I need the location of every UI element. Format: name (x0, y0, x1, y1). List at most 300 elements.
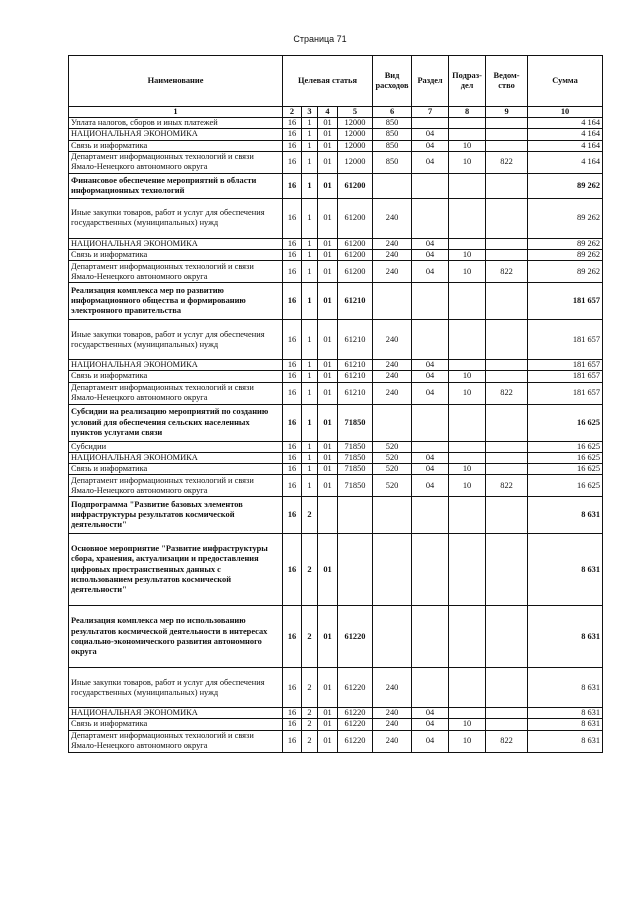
table-row (69, 283, 603, 320)
cell-code-program: 16 (283, 129, 302, 140)
cell-section: 04 (412, 475, 449, 497)
cell-code-program: 16 (283, 140, 302, 151)
cell-expense-type (373, 534, 412, 606)
cell-code-program: 16 (283, 151, 302, 173)
cell-code-measure (318, 497, 338, 534)
cell-subsection: 10 (449, 261, 486, 283)
cell-subsection (449, 118, 486, 129)
cell-expense-type: 850 (373, 129, 412, 140)
cell-code-subprogram: 1 (302, 371, 318, 382)
cell-section: 04 (412, 452, 449, 463)
cell-name: Реализация комплекса мер по развитию информационного общества и формированию электронного правительства (69, 283, 283, 320)
table-row (69, 708, 603, 719)
cell-code-direction: 12000 (338, 118, 373, 129)
column-number: 8 (449, 107, 486, 118)
cell-section: 04 (412, 371, 449, 382)
table-row (69, 140, 603, 151)
cell-code-program: 16 (283, 250, 302, 261)
page-number: Страница 71 (293, 34, 347, 44)
cell-department (486, 238, 528, 249)
cell-name: Иные закупки товаров, работ и услуг для обеспечения государственных (муниципальных) нужд (69, 668, 283, 708)
cell-code-direction: 61210 (338, 382, 373, 404)
cell-sum: 89 262 (528, 261, 603, 283)
cell-code-direction (338, 497, 373, 534)
cell-code-subprogram: 2 (302, 708, 318, 719)
cell-section: 04 (412, 708, 449, 719)
cell-section (412, 441, 449, 452)
cell-code-measure: 01 (318, 129, 338, 140)
cell-code-subprogram: 1 (302, 382, 318, 404)
cell-department (486, 708, 528, 719)
cell-sum: 4 164 (528, 140, 603, 151)
cell-code-subprogram: 2 (302, 730, 318, 752)
cell-section: 04 (412, 151, 449, 173)
cell-code-program: 16 (283, 730, 302, 752)
cell-sum: 16 625 (528, 475, 603, 497)
cell-section (412, 283, 449, 320)
header-name: Наименование (69, 56, 283, 107)
table-row (69, 118, 603, 129)
cell-expense-type: 520 (373, 475, 412, 497)
cell-department (486, 129, 528, 140)
cell-department (486, 719, 528, 730)
cell-department: 822 (486, 730, 528, 752)
column-number: 1 (69, 107, 283, 118)
cell-expense-type: 520 (373, 441, 412, 452)
cell-code-subprogram: 1 (302, 464, 318, 475)
cell-sum: 8 631 (528, 606, 603, 668)
table-row (69, 371, 603, 382)
cell-code-direction: 12000 (338, 129, 373, 140)
cell-expense-type: 240 (373, 719, 412, 730)
header-subsection: Подраз-дел (449, 56, 486, 107)
cell-code-program: 16 (283, 261, 302, 283)
cell-subsection (449, 198, 486, 238)
cell-code-program: 16 (283, 404, 302, 441)
header-section: Раздел (412, 56, 449, 107)
cell-code-subprogram: 1 (302, 118, 318, 129)
cell-sum: 8 631 (528, 534, 603, 606)
cell-code-measure: 01 (318, 250, 338, 261)
cell-subsection (449, 441, 486, 452)
cell-code-measure: 01 (318, 151, 338, 173)
cell-subsection (449, 534, 486, 606)
cell-code-program: 16 (283, 464, 302, 475)
cell-section (412, 497, 449, 534)
cell-code-direction: 71850 (338, 441, 373, 452)
cell-code-program: 16 (283, 534, 302, 606)
header-sum: Сумма (528, 56, 603, 107)
cell-code-subprogram: 1 (302, 320, 318, 360)
cell-department (486, 464, 528, 475)
cell-expense-type (373, 404, 412, 441)
cell-section: 04 (412, 261, 449, 283)
cell-department (486, 606, 528, 668)
table-row (69, 250, 603, 261)
table-row (69, 719, 603, 730)
cell-section (412, 118, 449, 129)
cell-expense-type: 240 (373, 360, 412, 371)
cell-code-program: 16 (283, 475, 302, 497)
cell-code-measure: 01 (318, 140, 338, 151)
table-row (69, 320, 603, 360)
cell-expense-type: 240 (373, 250, 412, 261)
cell-code-subprogram: 1 (302, 198, 318, 238)
cell-department (486, 497, 528, 534)
cell-subsection: 10 (449, 719, 486, 730)
cell-expense-type (373, 283, 412, 320)
table-row (69, 475, 603, 497)
cell-name: Реализация комплекса мер по использованию результатов космической деятельности в интересах социально-экономического развития автономного округа (69, 606, 283, 668)
cell-code-measure: 01 (318, 173, 338, 198)
table-row (69, 198, 603, 238)
cell-department (486, 371, 528, 382)
cell-name: НАЦИОНАЛЬНАЯ ЭКОНОМИКА (69, 708, 283, 719)
cell-department: 822 (486, 151, 528, 173)
cell-department: 822 (486, 261, 528, 283)
cell-sum: 4 164 (528, 118, 603, 129)
column-number: 10 (528, 107, 603, 118)
budget-table (68, 55, 603, 753)
cell-sum: 8 631 (528, 730, 603, 752)
cell-code-subprogram: 1 (302, 283, 318, 320)
cell-sum: 8 631 (528, 497, 603, 534)
cell-sum: 89 262 (528, 198, 603, 238)
cell-expense-type: 240 (373, 730, 412, 752)
cell-code-measure: 01 (318, 261, 338, 283)
cell-name: Иные закупки товаров, работ и услуг для обеспечения государственных (муниципальных) нужд (69, 320, 283, 360)
cell-department (486, 404, 528, 441)
cell-code-program: 16 (283, 118, 302, 129)
header-row (69, 56, 603, 107)
table-body (69, 118, 603, 752)
cell-section: 04 (412, 382, 449, 404)
cell-subsection (449, 708, 486, 719)
cell-code-program: 16 (283, 360, 302, 371)
cell-subsection (449, 320, 486, 360)
cell-expense-type: 240 (373, 261, 412, 283)
cell-code-program: 16 (283, 382, 302, 404)
table-row (69, 534, 603, 606)
cell-sum: 181 657 (528, 371, 603, 382)
cell-name: НАЦИОНАЛЬНАЯ ЭКОНОМИКА (69, 452, 283, 463)
cell-section: 04 (412, 360, 449, 371)
cell-code-measure: 01 (318, 371, 338, 382)
cell-subsection (449, 173, 486, 198)
table-row (69, 360, 603, 371)
cell-department (486, 534, 528, 606)
cell-sum: 8 631 (528, 708, 603, 719)
cell-section: 04 (412, 730, 449, 752)
column-number: 5 (338, 107, 373, 118)
cell-sum: 181 657 (528, 360, 603, 371)
cell-expense-type: 240 (373, 708, 412, 719)
cell-sum: 89 262 (528, 238, 603, 249)
header-department: Ведом-ство (486, 56, 528, 107)
cell-sum: 16 625 (528, 452, 603, 463)
cell-code-subprogram: 1 (302, 250, 318, 261)
cell-section: 04 (412, 238, 449, 249)
cell-code-subprogram: 1 (302, 129, 318, 140)
cell-expense-type: 850 (373, 140, 412, 151)
cell-subsection (449, 606, 486, 668)
table-row (69, 730, 603, 752)
table-row (69, 452, 603, 463)
cell-code-program: 16 (283, 719, 302, 730)
cell-department (486, 360, 528, 371)
cell-department (486, 283, 528, 320)
cell-section (412, 606, 449, 668)
cell-section: 04 (412, 464, 449, 475)
cell-code-subprogram: 1 (302, 261, 318, 283)
cell-code-program: 16 (283, 320, 302, 360)
cell-expense-type: 850 (373, 118, 412, 129)
cell-sum: 181 657 (528, 382, 603, 404)
cell-expense-type: 240 (373, 382, 412, 404)
cell-code-subprogram: 1 (302, 441, 318, 452)
cell-code-subprogram: 1 (302, 238, 318, 249)
cell-section (412, 534, 449, 606)
cell-code-direction: 71850 (338, 475, 373, 497)
table-row (69, 404, 603, 441)
cell-code-direction: 12000 (338, 151, 373, 173)
cell-name: НАЦИОНАЛЬНАЯ ЭКОНОМИКА (69, 129, 283, 140)
cell-subsection (449, 497, 486, 534)
table-row (69, 382, 603, 404)
cell-expense-type (373, 606, 412, 668)
cell-subsection: 10 (449, 371, 486, 382)
column-number: 4 (318, 107, 338, 118)
cell-name: Связь и информатика (69, 371, 283, 382)
table-row (69, 668, 603, 708)
cell-code-subprogram: 2 (302, 719, 318, 730)
cell-code-subprogram: 1 (302, 140, 318, 151)
cell-subsection: 10 (449, 140, 486, 151)
cell-section: 04 (412, 719, 449, 730)
cell-section (412, 320, 449, 360)
cell-subsection (449, 360, 486, 371)
cell-name: Связь и информатика (69, 250, 283, 261)
cell-code-direction: 61200 (338, 198, 373, 238)
cell-name: Связь и информатика (69, 140, 283, 151)
cell-code-measure: 01 (318, 441, 338, 452)
cell-code-direction: 61220 (338, 708, 373, 719)
cell-name: Департамент информационных технологий и связи Ямало-Ненецкого автономного округа (69, 730, 283, 752)
cell-code-measure: 01 (318, 283, 338, 320)
cell-subsection (449, 452, 486, 463)
cell-department (486, 118, 528, 129)
cell-sum: 8 631 (528, 719, 603, 730)
table-row (69, 606, 603, 668)
cell-sum: 16 625 (528, 441, 603, 452)
cell-code-direction: 61210 (338, 283, 373, 320)
cell-name: Департамент информационных технологий и связи Ямало-Ненецкого автономного округа (69, 261, 283, 283)
cell-name: Субсидии на реализацию мероприятий по созданию условий для обеспечения сельских населенных пунктов услугами связи (69, 404, 283, 441)
cell-subsection: 10 (449, 464, 486, 475)
cell-sum: 89 262 (528, 250, 603, 261)
cell-code-direction: 71850 (338, 452, 373, 463)
cell-expense-type: 240 (373, 371, 412, 382)
cell-code-measure: 01 (318, 320, 338, 360)
cell-expense-type: 240 (373, 238, 412, 249)
cell-section (412, 198, 449, 238)
cell-code-direction: 61220 (338, 606, 373, 668)
cell-name: Уплата налогов, сборов и иных платежей (69, 118, 283, 129)
cell-code-subprogram: 2 (302, 668, 318, 708)
cell-code-measure: 01 (318, 464, 338, 475)
cell-section (412, 173, 449, 198)
cell-department (486, 320, 528, 360)
table-row (69, 497, 603, 534)
cell-sum: 16 625 (528, 464, 603, 475)
cell-subsection: 10 (449, 382, 486, 404)
cell-code-measure: 01 (318, 452, 338, 463)
cell-code-subprogram: 1 (302, 173, 318, 198)
column-number: 2 (283, 107, 302, 118)
cell-code-measure: 01 (318, 238, 338, 249)
cell-code-measure: 01 (318, 606, 338, 668)
cell-code-direction: 61200 (338, 261, 373, 283)
cell-code-program: 16 (283, 198, 302, 238)
cell-name: Департамент информационных технологий и связи Ямало-Ненецкого автономного округа (69, 475, 283, 497)
cell-subsection (449, 238, 486, 249)
cell-code-measure: 01 (318, 382, 338, 404)
cell-expense-type: 850 (373, 151, 412, 173)
cell-sum: 89 262 (528, 173, 603, 198)
table-row (69, 151, 603, 173)
cell-expense-type: 240 (373, 198, 412, 238)
column-number: 9 (486, 107, 528, 118)
table-row (69, 261, 603, 283)
cell-code-program: 16 (283, 708, 302, 719)
column-number: 3 (302, 107, 318, 118)
cell-department (486, 173, 528, 198)
cell-sum: 181 657 (528, 320, 603, 360)
cell-department (486, 452, 528, 463)
column-number: 6 (373, 107, 412, 118)
cell-section (412, 404, 449, 441)
cell-subsection: 10 (449, 151, 486, 173)
cell-name: Связь и информатика (69, 464, 283, 475)
cell-department (486, 668, 528, 708)
cell-sum: 4 164 (528, 151, 603, 173)
cell-expense-type: 520 (373, 452, 412, 463)
column-number-row (69, 107, 603, 118)
cell-sum: 16 625 (528, 404, 603, 441)
cell-section: 04 (412, 129, 449, 140)
cell-name: Департамент информационных технологий и связи Ямало-Ненецкого автономного округа (69, 382, 283, 404)
cell-code-direction: 61210 (338, 360, 373, 371)
cell-expense-type (373, 497, 412, 534)
cell-department (486, 140, 528, 151)
cell-name: Иные закупки товаров, работ и услуг для обеспечения государственных (муниципальных) нужд (69, 198, 283, 238)
cell-sum: 4 164 (528, 129, 603, 140)
cell-expense-type: 240 (373, 668, 412, 708)
cell-code-subprogram: 2 (302, 606, 318, 668)
cell-subsection: 10 (449, 730, 486, 752)
cell-code-program: 16 (283, 668, 302, 708)
cell-subsection (449, 283, 486, 320)
cell-name: НАЦИОНАЛЬНАЯ ЭКОНОМИКА (69, 360, 283, 371)
cell-code-measure: 01 (318, 730, 338, 752)
cell-code-measure: 01 (318, 475, 338, 497)
cell-subsection (449, 404, 486, 441)
cell-code-program: 16 (283, 441, 302, 452)
cell-name: Связь и информатика (69, 719, 283, 730)
cell-sum: 8 631 (528, 668, 603, 708)
cell-department (486, 441, 528, 452)
cell-code-direction: 61200 (338, 250, 373, 261)
cell-code-subprogram: 1 (302, 404, 318, 441)
cell-code-subprogram: 1 (302, 360, 318, 371)
header-target-article: Целевая статья (283, 56, 373, 107)
cell-code-direction: 61200 (338, 173, 373, 198)
cell-code-direction: 61220 (338, 730, 373, 752)
cell-code-direction: 61210 (338, 371, 373, 382)
cell-code-direction: 71850 (338, 464, 373, 475)
cell-code-measure: 01 (318, 360, 338, 371)
cell-code-program: 16 (283, 497, 302, 534)
cell-sum: 181 657 (528, 283, 603, 320)
cell-name: Финансовое обеспечение мероприятий в области информационных технологий (69, 173, 283, 198)
cell-code-subprogram: 1 (302, 151, 318, 173)
cell-code-program: 16 (283, 452, 302, 463)
cell-code-direction (338, 534, 373, 606)
cell-code-measure: 01 (318, 668, 338, 708)
cell-subsection: 10 (449, 250, 486, 261)
cell-code-program: 16 (283, 283, 302, 320)
cell-name: НАЦИОНАЛЬНАЯ ЭКОНОМИКА (69, 238, 283, 249)
cell-name: Основное мероприятие "Развитие инфраструктуры сбора, хранения, актуализации и предоставления цифровых пространственных данных с использованием результатов космической деятельности" (69, 534, 283, 606)
cell-code-subprogram: 2 (302, 497, 318, 534)
table-row (69, 464, 603, 475)
cell-code-measure: 01 (318, 534, 338, 606)
cell-expense-type: 520 (373, 464, 412, 475)
cell-code-program: 16 (283, 371, 302, 382)
cell-section (412, 668, 449, 708)
cell-code-direction: 61200 (338, 238, 373, 249)
cell-expense-type (373, 173, 412, 198)
cell-department: 822 (486, 382, 528, 404)
cell-section: 04 (412, 140, 449, 151)
cell-expense-type: 240 (373, 320, 412, 360)
cell-code-measure: 01 (318, 118, 338, 129)
cell-code-subprogram: 1 (302, 452, 318, 463)
cell-code-measure: 01 (318, 198, 338, 238)
cell-code-subprogram: 2 (302, 534, 318, 606)
cell-code-measure: 01 (318, 708, 338, 719)
cell-code-direction: 61220 (338, 668, 373, 708)
cell-subsection: 10 (449, 475, 486, 497)
cell-section: 04 (412, 250, 449, 261)
cell-code-direction: 61220 (338, 719, 373, 730)
cell-department (486, 198, 528, 238)
cell-name: Субсидии (69, 441, 283, 452)
table-row (69, 173, 603, 198)
cell-subsection (449, 129, 486, 140)
cell-code-measure: 01 (318, 404, 338, 441)
cell-code-program: 16 (283, 606, 302, 668)
cell-code-direction: 71850 (338, 404, 373, 441)
column-number: 7 (412, 107, 449, 118)
cell-department (486, 250, 528, 261)
cell-name: Департамент информационных технологий и связи Ямало-Ненецкого автономного округа (69, 151, 283, 173)
cell-code-measure: 01 (318, 719, 338, 730)
cell-code-direction: 61210 (338, 320, 373, 360)
cell-subsection (449, 668, 486, 708)
cell-code-program: 16 (283, 173, 302, 198)
cell-department: 822 (486, 475, 528, 497)
